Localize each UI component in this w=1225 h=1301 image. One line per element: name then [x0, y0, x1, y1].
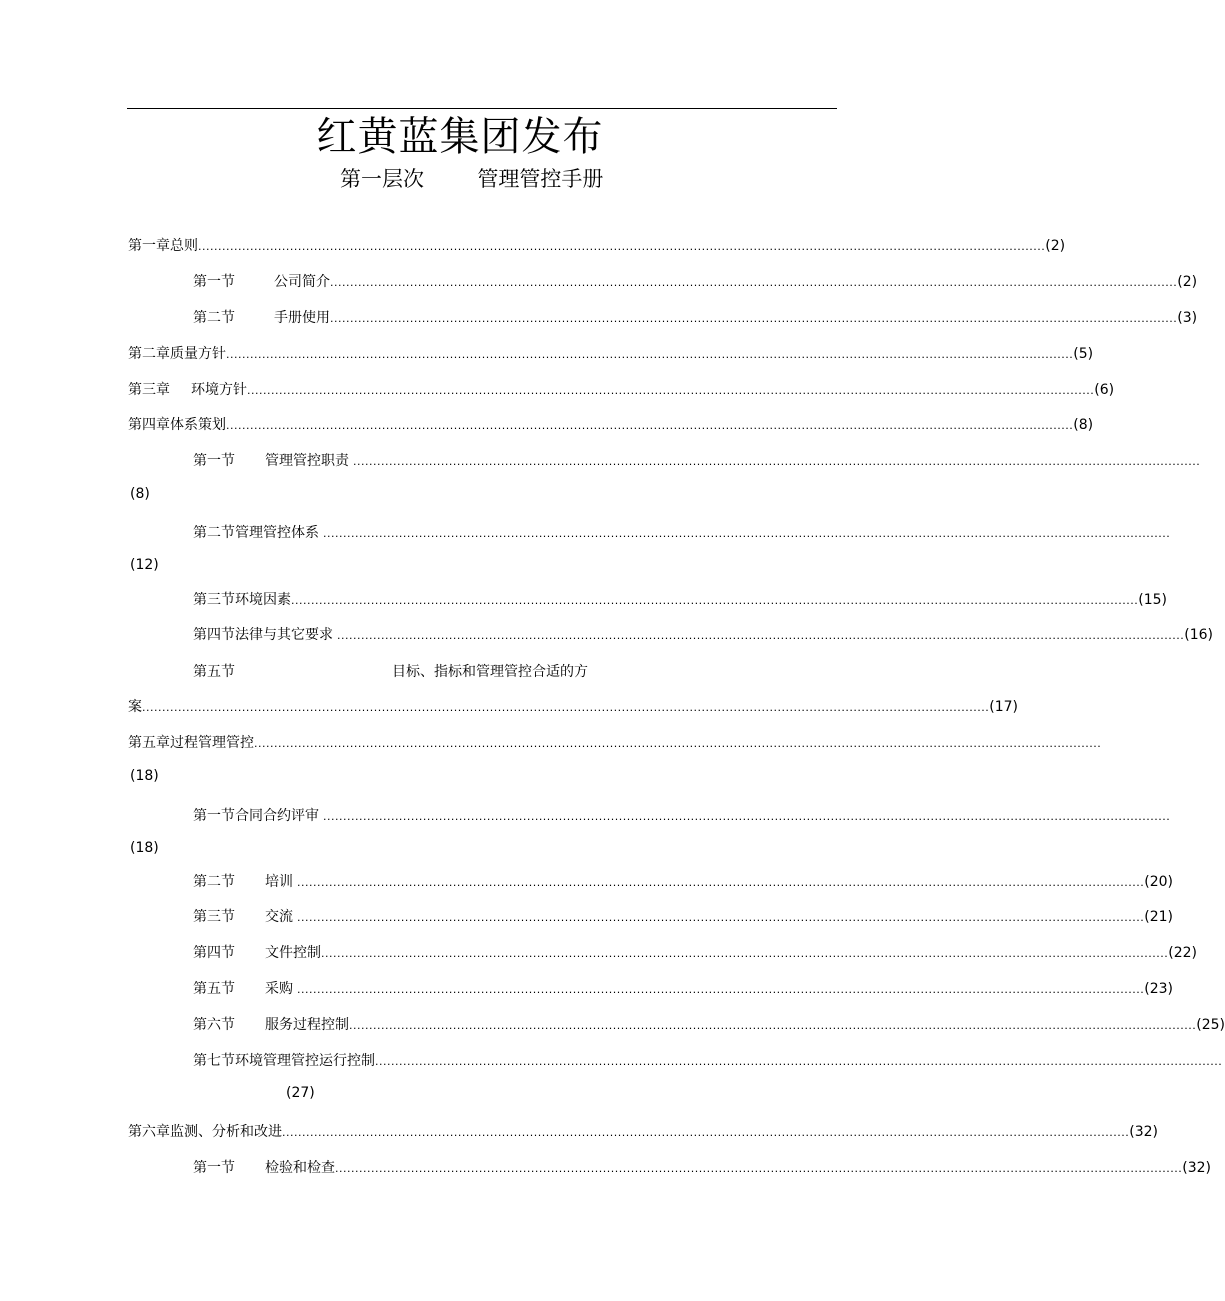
leader-dots: .................................................................................................................................................................................................................... [282, 1126, 1130, 1139]
toc-entry-ch4[interactable] [128, 415, 1094, 435]
toc-label: 第七节环境管理管控运行控制 [193, 1053, 375, 1069]
toc-section-num: 第一节 [193, 453, 235, 469]
header-rule [127, 108, 837, 109]
toc-label: 培训 [265, 874, 293, 890]
toc-page: (25) [1196, 1017, 1225, 1033]
toc-label: 采购 [265, 981, 293, 997]
leader-dots: .................................................................................................................................................................................................................... [321, 947, 1169, 960]
toc-page: (6) [1094, 382, 1115, 398]
toc-page-wrapped: (12) [130, 557, 159, 573]
toc-label: 第二章质量方针 [128, 346, 226, 362]
toc-page: (15) [1138, 592, 1168, 608]
toc-page-wrapped: (8) [130, 486, 150, 502]
toc-label: 文件控制 [265, 945, 321, 961]
toc-entry-ch1[interactable] [128, 236, 1066, 256]
leader-dots: .................................................................................................................................................................................................................... [353, 455, 1201, 468]
leader-dots: .................................................................................................................................................................................................................... [330, 276, 1178, 289]
toc-entry-ch5-s7[interactable] [193, 1051, 1223, 1071]
toc-page: (3) [1177, 310, 1198, 326]
leader-dots: .................................................................................................................................................................................................................... [330, 312, 1178, 325]
toc-entry-ch5-s3[interactable] [193, 907, 1174, 927]
toc-label: 交流 [265, 909, 293, 925]
toc-section-num: 第五节 [193, 664, 235, 680]
toc-label: 第五章过程管理管控 [128, 735, 254, 751]
leader-dots: .................................................................................................................................................................................................................... [323, 527, 1171, 540]
leader-dots: .................................................................................................................................................................................................................... [349, 1019, 1197, 1032]
toc-page-wrapped: (18) [130, 768, 159, 784]
leader-dots: .................................................................................................................................................................................................................... [297, 876, 1145, 889]
toc-entry-ch5[interactable] [128, 733, 1102, 753]
subtitle-level: 第一层次 [340, 167, 424, 191]
toc-label-cont: 案 [128, 699, 142, 715]
toc-page: (17) [989, 699, 1019, 715]
toc-label: 第六章监测、分析和改进 [128, 1124, 282, 1140]
leader-dots: .................................................................................................................................................................................................................... [254, 737, 1102, 750]
toc-label: 环境方针 [191, 382, 247, 398]
toc-label: 第二节管理管控体系 [193, 525, 319, 541]
toc-section-num: 第一节 [193, 274, 235, 290]
toc-label: 服务过程控制 [265, 1017, 349, 1033]
toc-label: 第三节环境因素 [193, 592, 291, 608]
toc-label: 管理管控职责 [265, 453, 349, 469]
document-title: 红黄蓝集团发布 [316, 114, 604, 160]
toc-page: (20) [1144, 874, 1174, 890]
toc-chapter-num: 第三章 [128, 382, 170, 398]
toc-label: 手册使用 [274, 310, 330, 326]
toc-entry-ch4-s4[interactable] [193, 625, 1214, 645]
toc-entry-ch5-s4[interactable] [193, 943, 1198, 963]
toc-label: 目标、指标和管理管控合适的方 [392, 664, 588, 680]
toc-entry-ch3[interactable] [128, 380, 1115, 400]
toc-label: 第四节法律与其它要求 [193, 627, 333, 643]
toc-page: (32) [1182, 1160, 1212, 1176]
toc-entry-ch6[interactable] [128, 1122, 1159, 1142]
toc-label: 检验和检查 [265, 1160, 335, 1176]
leader-dots: .................................................................................................................................................................................................................... [226, 348, 1074, 361]
toc-label: 公司简介 [274, 274, 330, 290]
toc-entry-ch5-s6[interactable] [193, 1015, 1225, 1035]
toc-section-num: 第六节 [193, 1017, 235, 1033]
toc-entry-ch5-s5[interactable] [193, 979, 1174, 999]
toc-page: (2) [1177, 274, 1198, 290]
toc-page: (22) [1168, 945, 1198, 961]
toc-entry-ch1-s1[interactable] [193, 272, 1198, 292]
subtitle-manual: 管理管控手册 [477, 167, 604, 191]
leader-dots: .................................................................................................................................................................................................................... [291, 594, 1139, 607]
toc-entry-ch4-s5[interactable] [128, 697, 1019, 717]
toc-page: (32) [1129, 1124, 1159, 1140]
toc-page-wrapped: (18) [130, 840, 159, 856]
toc-label: 第一章总则 [128, 238, 198, 254]
toc-label: 第一节合同合约评审 [193, 808, 319, 824]
toc-page: (23) [1144, 981, 1174, 997]
toc-page: (16) [1184, 627, 1214, 643]
toc-entry-ch4-s2[interactable] [193, 523, 1171, 543]
leader-dots: .................................................................................................................................................................................................................... [297, 983, 1145, 996]
toc-section-num: 第二节 [193, 310, 235, 326]
toc-section-num: 第五节 [193, 981, 235, 997]
leader-dots: .................................................................................................................................................................................................................... [323, 810, 1171, 823]
toc-entry-ch1-s2[interactable] [193, 308, 1198, 328]
toc-page: (2) [1045, 238, 1066, 254]
toc-page-wrapped: (27) [286, 1085, 315, 1101]
leader-dots: .................................................................................................................................................................................................................... [335, 1162, 1183, 1175]
leader-dots: .................................................................................................................................................................................................................... [337, 629, 1185, 642]
leader-dots: .................................................................................................................................................................................................................... [247, 384, 1095, 397]
leader-dots: .................................................................................................................................................................................................................... [226, 419, 1074, 432]
toc-section-num: 第四节 [193, 945, 235, 961]
leader-dots: .................................................................................................................................................................................................................... [142, 701, 990, 714]
toc-entry-ch5-s1[interactable] [193, 806, 1171, 826]
leader-dots: .................................................................................................................................................................................................................... [375, 1055, 1223, 1068]
toc-page: (8) [1073, 417, 1094, 433]
toc-page: (21) [1144, 909, 1174, 925]
toc-entry-ch4-s1[interactable] [193, 451, 1201, 471]
toc-entry-ch6-s1[interactable] [193, 1158, 1212, 1178]
toc-entry-ch2[interactable] [128, 344, 1094, 364]
toc-label: 第四章体系策划 [128, 417, 226, 433]
leader-dots: .................................................................................................................................................................................................................... [297, 911, 1145, 924]
toc-section-num: 第三节 [193, 909, 235, 925]
leader-dots: .................................................................................................................................................................................................................... [198, 240, 1046, 253]
toc-entry-ch5-s2[interactable] [193, 872, 1174, 892]
toc-page: (5) [1073, 346, 1094, 362]
toc-section-num: 第二节 [193, 874, 235, 890]
toc-entry-ch4-s3[interactable] [193, 590, 1168, 610]
document-subtitle [340, 164, 603, 194]
toc-section-num: 第一节 [193, 1160, 235, 1176]
